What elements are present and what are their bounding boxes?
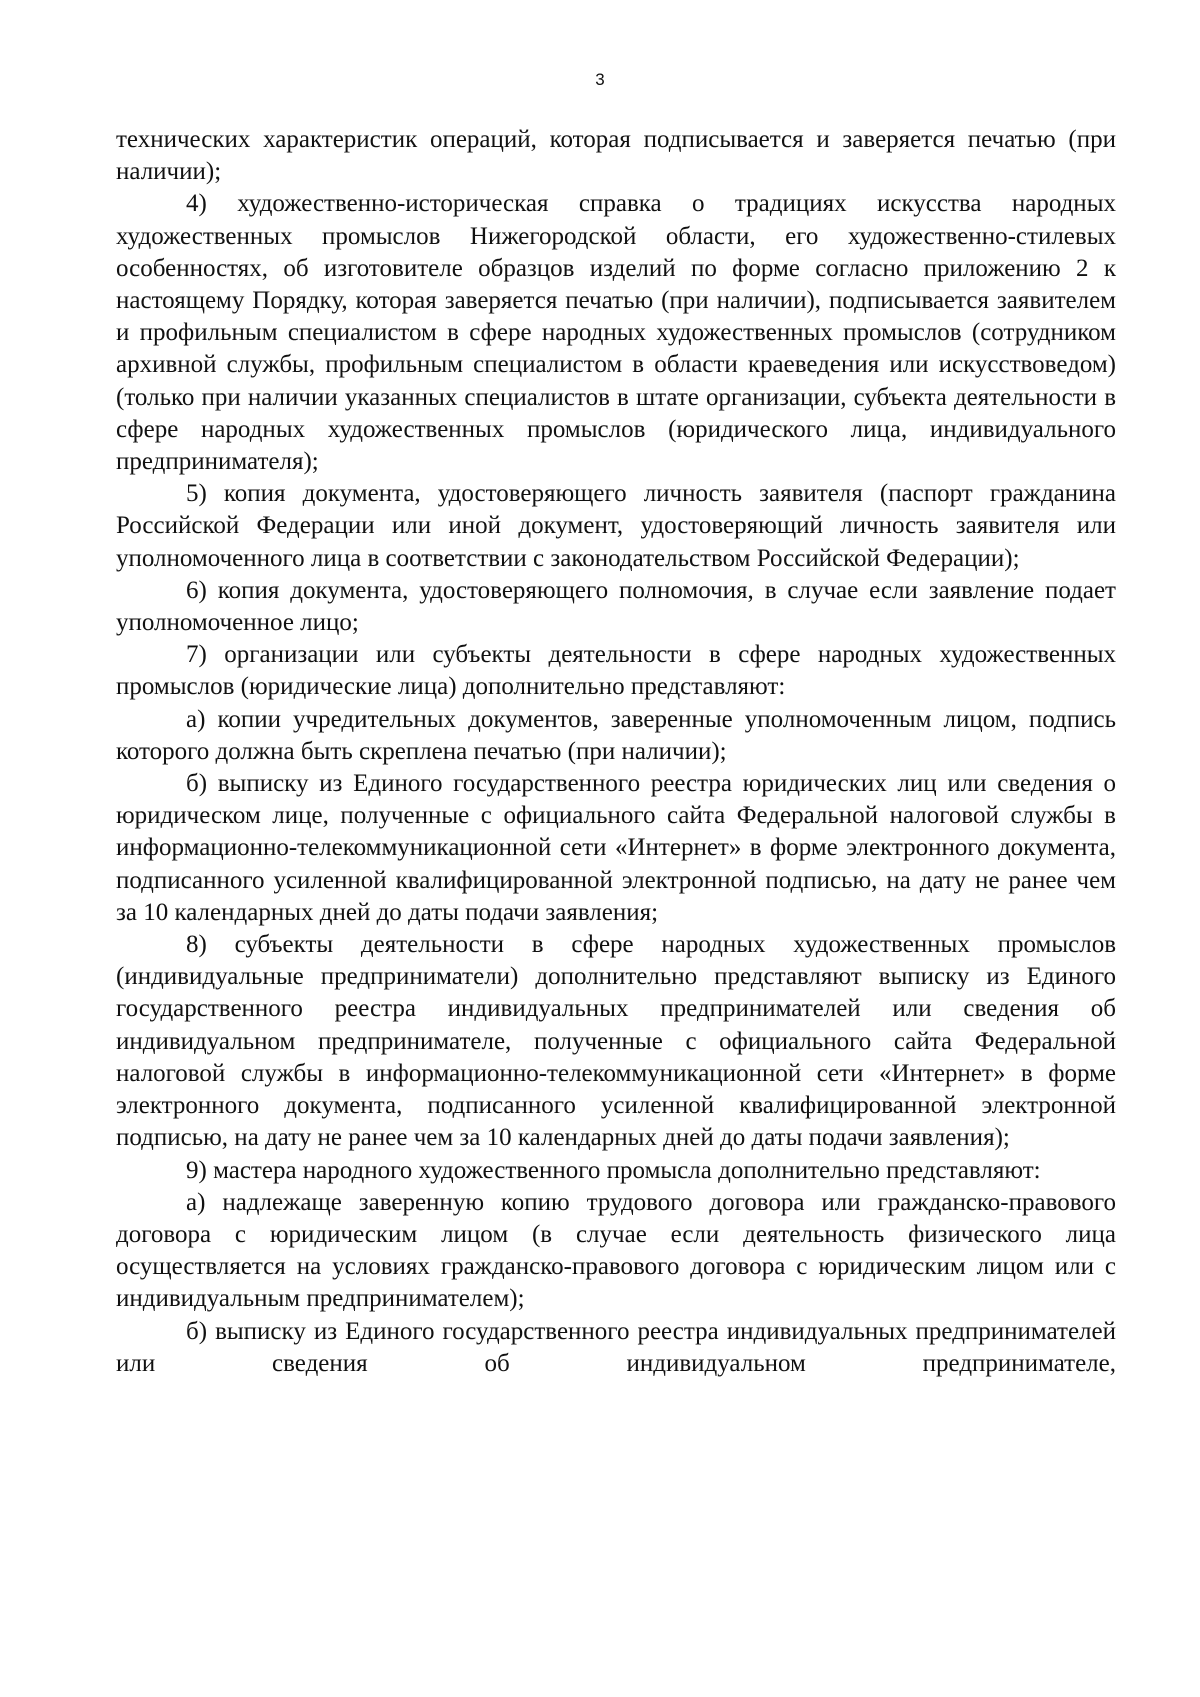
- paragraph-continuation: технических характеристик операций, которая подписывается и заверяется печатью (при наличии);: [116, 126, 1116, 186]
- paragraph-item-5: 5) копия документа, удостоверяющего личность заявителя (паспорт гражданина Российской Федерации или иной документ, удостоверяющий личность заявителя или уполномоченного лица в соответствии с законодательством Российской Федерации);: [116, 480, 1116, 572]
- paragraph-item-7b: б) выписку из Единого государственного реестра юридических лиц или сведения о юридическом лице, полученные с официального сайта Федеральной налоговой службы в информационно-телекоммуникационной сети «Интернет» в форме электронного документа, подписанного усиленной квалифицированной электронной подписью, на дату не ранее чем за 10 календарных дней до даты подачи заявления;: [116, 770, 1116, 926]
- document-body: [116, 124, 1116, 1380]
- paragraph-item-8: 8) субъекты деятельности в сфере народных художественных промыслов (индивидуальные предприниматели) дополнительно представляют выписку из Единого государственного реестра индивидуальных предпринимателей или сведения об индивидуальном предпринимателе, полученные с официального сайта Федеральной налоговой службы в информационно-телекоммуникационной сети «Интернет» в форме электронного документа, подписанного усиленной квалифицированной электронной подписью, на дату не ранее чем за 10 календарных дней до даты подачи заявления);: [116, 931, 1116, 1152]
- paragraph-item-7a: а) копии учредительных документов, заверенные уполномоченным лицом, подпись которого должна быть скреплена печатью (при наличии);: [116, 705, 1116, 765]
- paragraph-item-7: 7) организации или субъекты деятельности в сфере народных художественных промыслов (юридические лица) дополнительно представляют:: [116, 641, 1116, 701]
- paragraph-item-6: 6) копия документа, удостоверяющего полномочия, в случае если заявление подает уполномоченное лицо;: [116, 576, 1116, 637]
- paragraph-item-9: 9) мастера народного художественного промысла дополнительно представляют:: [186, 1156, 1041, 1184]
- paragraph-item-9a: а) надлежаще заверенную копию трудового договора или гражданско-правового договора с юридическим лицом (в случае если деятельность физического лица осуществляется на условиях гражданско-правового договора с юридическим лицом или с индивидуальным предпринимателем);: [116, 1188, 1116, 1313]
- paragraph-item-9b: б) выписку из Единого государственного реестра индивидуальных предпринимателей или сведения об индивидуальном предпринимателе,: [116, 1317, 1116, 1377]
- page-number: 3: [595, 70, 605, 89]
- paragraph-item-4: 4) художественно-историческая справка о традициях искусства народных художественных промыслов Нижегородской области, его художественно-стилевых особенностях, об изготовителе образцов изделий по форме согласно приложению 2 к настоящему Порядку, которая заверяется печатью (при наличии), подписывается заявителем и профильным специалистом в сфере народных художественных промыслов (сотрудником архивной службы, профильным специалистом в области краеведения или искусствоведом) (только при наличии указанных специалистов в штате организации, субъекта деятельности в сфере народных художественных промыслов (юридического лица, индивидуального предпринимателя);: [116, 190, 1116, 476]
